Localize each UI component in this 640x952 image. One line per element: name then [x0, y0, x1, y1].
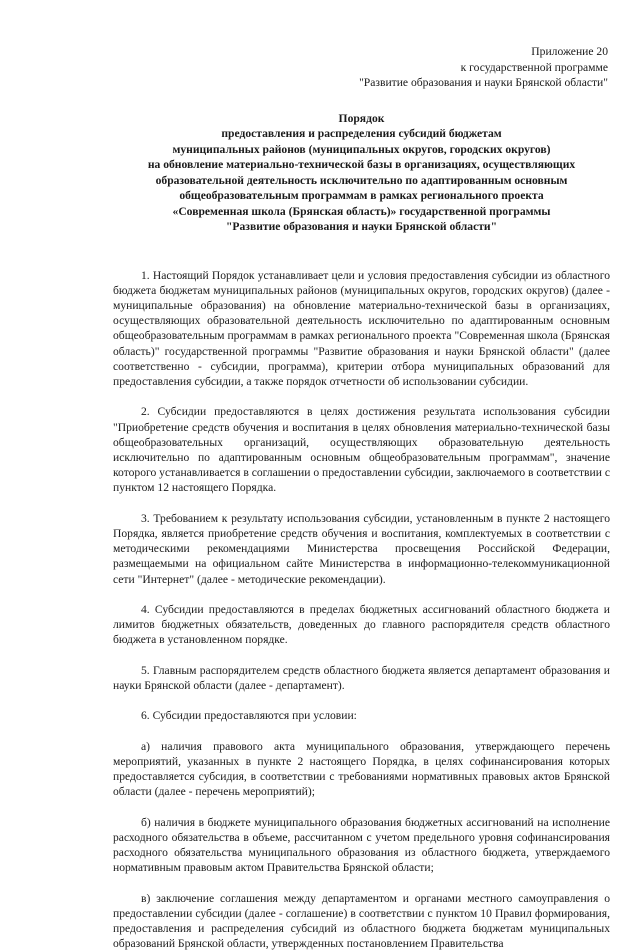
paragraph-5: 5. Главным распорядителем средств областного бюджета является департамент образования и науки Брянской области (далее - департамент).: [113, 663, 610, 692]
paragraph-6b: б) наличия в бюджете муниципального образования бюджетных ассигнований на исполнение расходного обязательства в объеме, рассчитанном с учетом предельного уровня софинансирования расходного обязательства муниципального образования из областного бюджета, утверждаемого нормативным правовым актом Правительства Брянской области;: [113, 815, 610, 875]
title-line: на обновление материально-технической базы в организациях, осуществляющих: [147, 158, 576, 171]
document-title: [113, 111, 610, 235]
paragraph-1: 1. Настоящий Порядок устанавливает цели и условия предоставления субсидии из областного бюджета бюджетам муниципальных районов (муниципальных округов, городских округов) (далее - муниципальные образования) на обновление материально-технической базы в организациях, осуществляющих образовательной деятельность исключительно по адаптированным основным общеобразовательным программам в рамках регионального проекта "Современная школа (Брянская область)" государственной программы "Развитие образования и науки Брянской области" (далее соответственно - субсидии, программа), критерии отбора муниципальных образований для предоставления субсидии, а также порядок отчетности об использовании субсидии.: [113, 268, 610, 388]
title-line: Порядок: [338, 111, 385, 125]
appendix-program-name: "Развитие образования и науки Брянской области": [359, 76, 608, 89]
paragraph-6: 6. Субсидии предоставляются при условии:: [141, 709, 357, 723]
title-line: муниципальных районов (муниципальных округов, городских округов): [172, 142, 551, 156]
title-line: образовательной деятельность исключительно по адаптированным основным: [155, 173, 568, 187]
title-line: предоставления и распределения субсидий бюджетам: [221, 127, 502, 140]
paragraph-3: 3. Требованием к результату использования субсидии, установленным в пункте 2 настоящего Порядка, является приобретение средств обучения и воспитания, комплектуемых в соответствии с методическими рекомендациями Министерства просвещения Российской Федерации, размещаемыми на официальном сайте Министерства в информационно-телекоммуникационной сети "Интернет" (далее - методические рекомендации).: [113, 511, 610, 586]
paragraph-6c: в) заключение соглашения между департаментом и органами местного самоуправления о предоставлении субсидии (далее - соглашение) в соответствии с пунктом 10 Правил формирования, предоставления и распределения субсидий из областного бюджета бюджетам муниципальных образований Брянской области, утвержденных постановлением Правительства: [113, 891, 610, 951]
title-line: "Развитие образования и науки Брянской области": [225, 220, 498, 233]
appendix-program-ref: к государственной программе: [460, 60, 608, 74]
paragraph-4: 4. Субсидии предоставляются в пределах бюджетных ассигнований областного бюджета и лимитов бюджетных обязательств, доведенных до главного распорядителя средств областного бюджета в установленном порядке.: [113, 602, 610, 647]
title-line: «Современная школа (Брянская область)» государственной программы: [172, 204, 551, 218]
paragraph-6a: а) наличия правового акта муниципального образования, утверждающего перечень мероприятий, указанных в пункте 2 настоящего Порядка, в целях софинансирования которых предоставляется субсидия, в соответствии с требованиями нормативных правовых актов Брянской области (далее - перечень мероприятий);: [113, 739, 610, 799]
appendix-header: [113, 44, 608, 91]
document-body: [113, 268, 610, 952]
appendix-number: Приложение 20: [531, 45, 608, 58]
paragraph-2: 2. Субсидии предоставляются в целях достижения результата использования субсидии "Приобретение средств обучения и воспитания в целях обновления материально-технической базы общеобразовательных организаций, осуществляющих образовательную деятельность исключительно по адаптированным основным общеобразовательным программам", значение которого устанавливается в соглашении о предоставлении субсидии, заключаемого в соответствии с пунктом 12 настоящего Порядка.: [113, 405, 610, 495]
title-line: общеобразовательным программам в рамках регионального проекта: [179, 189, 544, 202]
